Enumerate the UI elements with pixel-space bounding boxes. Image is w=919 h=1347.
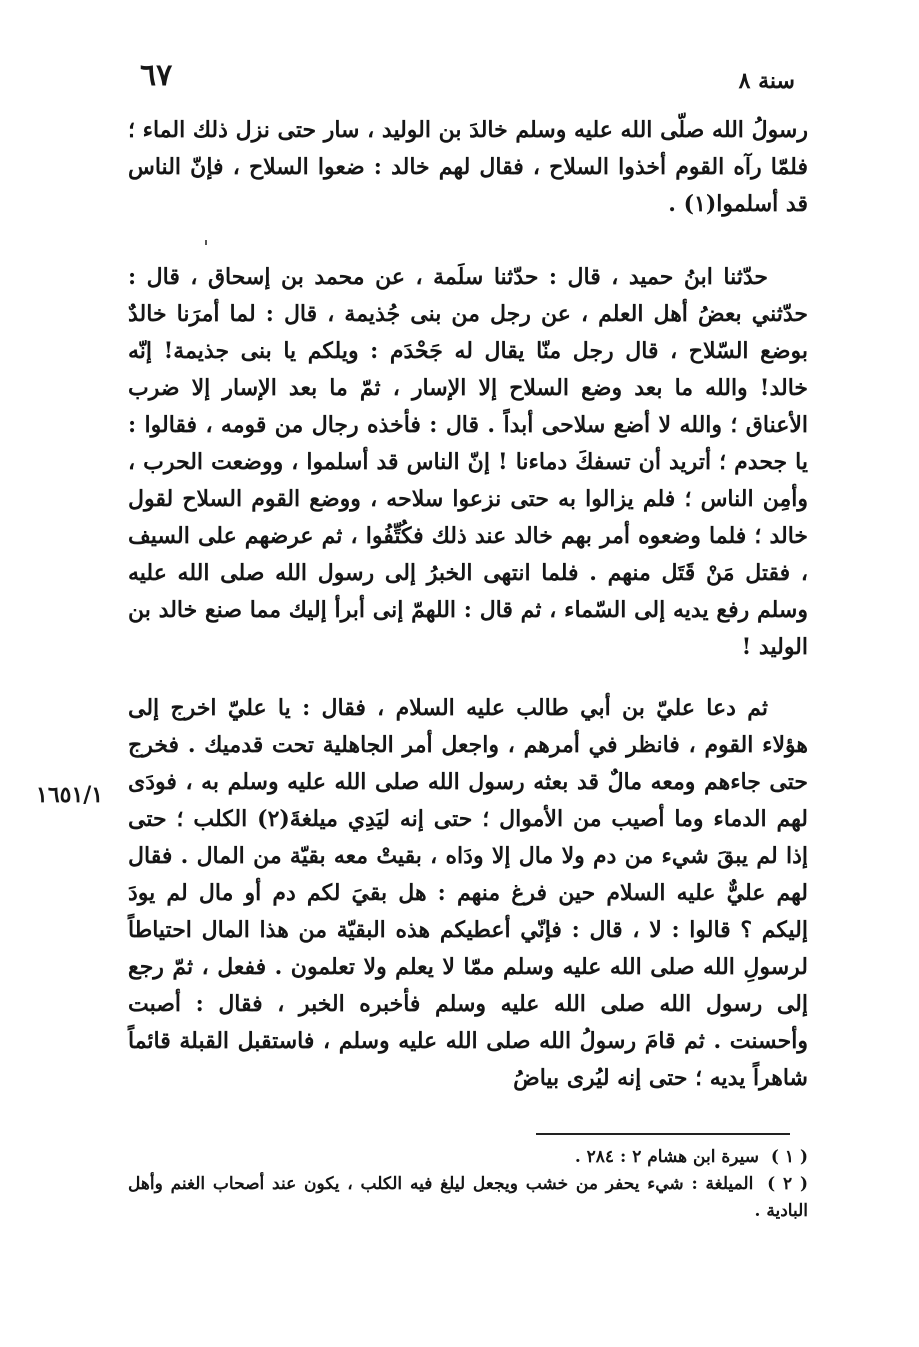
footnote-1 (128, 1144, 808, 1171)
running-header-year: سنة ٨ (738, 68, 795, 94)
footnote-number: ( ٢ ) (767, 1174, 809, 1194)
paragraph-text: رسولُ الله صلّى الله عليه وسلم خالدَ بن الوليد ، سار حتى نزل ذلك الماء ؛ فلمّا رآه القوم أخذوا السلاح ، فقال لهم خالد : ضعوا السلاح ، فإنّ الناس قد أسلموا(١) . (127, 117, 808, 217)
paragraph-2 (128, 259, 808, 666)
footnote-number: ( ١ ) (770, 1147, 808, 1167)
paragraph-text: ثم دعا عليّ بن أبي طالب عليه السلام ، فقال : يا عليّ اخرج إلى هؤلاء القوم ، فانظر في أمرهم ، واجعل أمر الجاهلية تحت قدميك . فخرج حتى جاءهم ومعه مالٌ قد بعثه رسول الله صلى الله عليه وسلم به ، فودَى لهم الدماء وما أصيب من الأموال ؛ حتى إنه ليَدِي ميلغةَ(٢) الكلب ؛ حتى إذا لم يبقَ شيء من دم ولا مال إلا ودَاه ، بقيتْ معه بقيّة من المال . فقال لهم عليٌّ عليه السلام حين فرغ منهم : هل بقيَ لكم دم أو مال لم يودَ إليكم ؟ قالوا : لا ، قال : فإنّي أعطيكم هذه البقيّة من هذا المال احتياطاً لرسولِ الله صلى الله عليه وسلم ممّا لا يعلم ولا تعلمون . ففعل ، ثمّ رجع إلى رسول الله صلى الله عليه وسلم فأخبره الخبر ، فقال : أصبت وأحسنت . ثم قامَ رسولُ الله صلى الله عليه وسلم ، فاستقبل القبلة قائماً شاهراً يديه ؛ حتى إنه ليُرى بياضُ (128, 695, 808, 1091)
margin-reference: ١٦٥١/١ (36, 782, 104, 808)
footnote-divider (536, 1133, 790, 1135)
paragraph-1 (128, 112, 808, 223)
paragraph-3 (128, 690, 808, 1097)
footnote-text: سيرة ابن هشام ٢ : ٢٨٤ . (574, 1147, 759, 1167)
page-number: ٦٧ (140, 58, 173, 93)
print-speck (205, 240, 207, 245)
footnotes (128, 1144, 808, 1225)
paragraph-text: حدّثنا ابنُ حميد ، قال : حدّثنا سلَمة ، عن محمد بن إسحاق ، قال : حدّثني بعضُ أهل العلم ، عن رجل من بنى جُذيمة ، قال : لما أمرَنا خالدٌ بوضع السّلاح ، قال رجل منّا يقال له جَحْدَم : ويلكم يا بنى جذيمة! إنّه خالد! والله ما بعد وضع السلاح إلا الإسار ، ثمّ ما بعد الإسار إلا ضرب الأعناق ؛ والله لا أضع سلاحى أبداً . قال : فأخذه رجال من قومه ، فقالوا : يا جحدم ؛ أتريد أن تسفكَ دماءنا ! إنّ الناس قد أسلموا ، ووضعت الحرب ، وأمِن الناس ؛ فلم يزالوا به حتى نزعوا سلاحه ، ووضع القوم السلاح لقول خالد ؛ فلما وضعوه أمر بهم خالد عند ذلك فكُتِّفُوا ، ثم عرضهم على السيف ، فقتل مَنْ قَتَل منهم . فلما انتهى الخبرُ إلى رسول الله صلى الله عليه وسلم رفع يديه إلى السّماء ، ثم قال : اللهمّ إنى أبرأ إليك مما صنع خالد بن الوليد ! (128, 264, 809, 660)
footnote-2 (128, 1171, 808, 1225)
footnote-text: الميلغة : شيء يحفر من خشب ويجعل ليلغ فيه الكلب ، يكون عند أصحاب الغنم وأهل البادية . (128, 1174, 808, 1221)
